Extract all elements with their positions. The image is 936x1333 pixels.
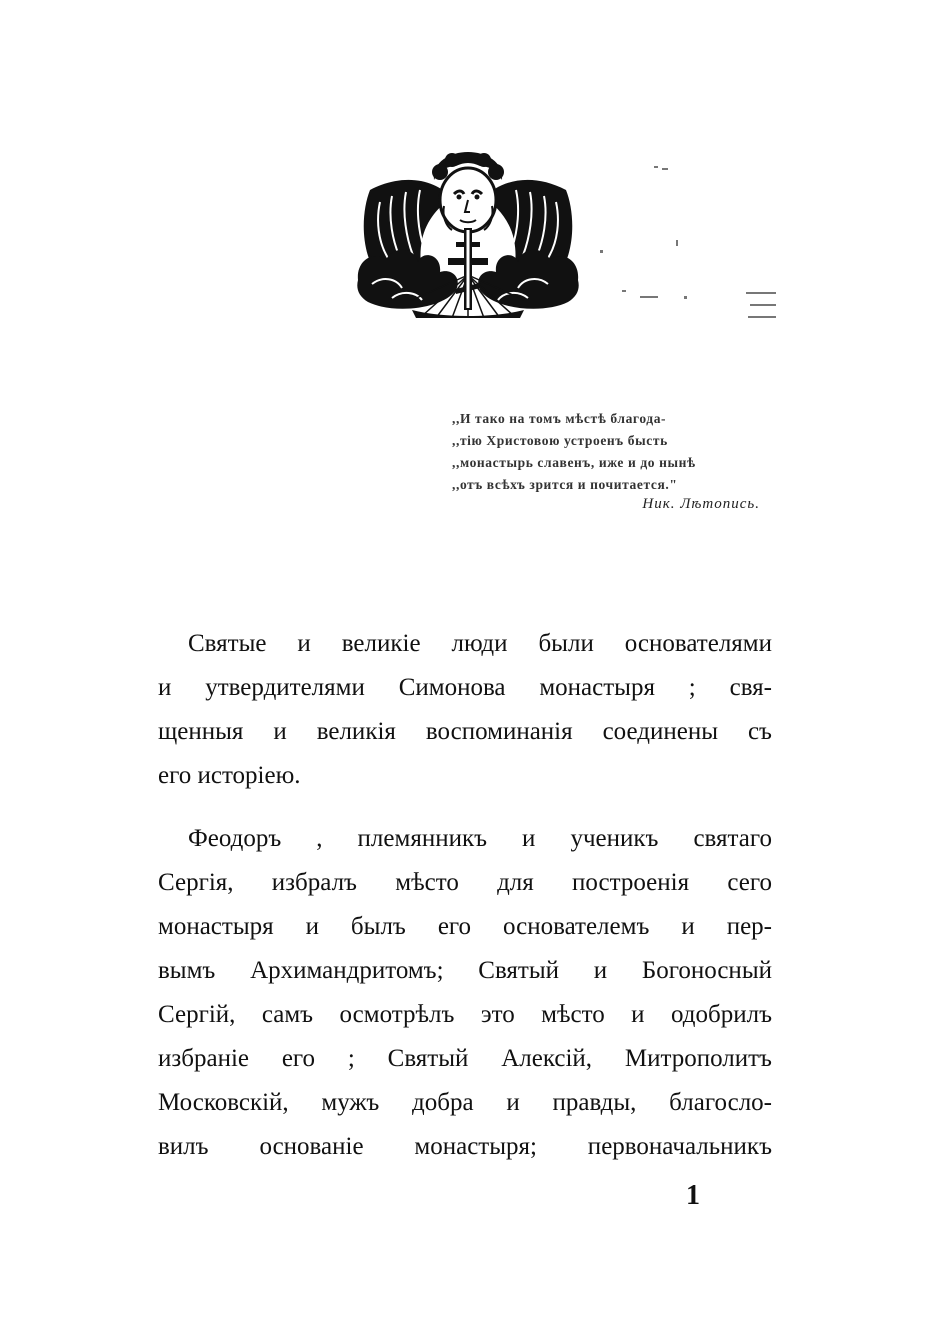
epigraph	[452, 408, 782, 496]
text-line: вилъ основаніе монастыря; первоначальникъ	[158, 1133, 772, 1160]
text-line: Святые и великіе люди были основателями	[188, 630, 772, 657]
text-line: избраніе его ; Святый Алексій, Митрополитъ	[158, 1045, 772, 1072]
epigraph-attribution: Ник. Лѣтопись.	[642, 496, 760, 512]
text-line: вымъ Архимандритомъ; Святый и Богоносный	[158, 957, 772, 984]
text-line: и утвердителями Симонова монастыря ; свя-	[158, 674, 772, 701]
epigraph-line: ,,И тако на томъ мѣстѣ благода-	[452, 411, 667, 426]
epigraph-line: ,,тію Христовою устроенъ бысть	[452, 433, 668, 448]
text-line: Сергія, избралъ мѣсто для построенія сего	[158, 869, 772, 896]
text-line: щенныя и великія воспоминанія соединены съ	[158, 718, 772, 745]
text-line: Сергій, самъ осмотрѣлъ это мѣсто и одобрилъ	[158, 1001, 772, 1028]
epigraph-line: ,,отъ всѣхъ зрится и почитается."	[452, 477, 678, 492]
text-line: его исторіею.	[158, 762, 301, 789]
cherub-vignette-icon	[352, 150, 584, 318]
epigraph-line: ,,монастырь славенъ, иже и до нынѣ	[452, 455, 696, 470]
text-line: Московскій, мужъ добра и правды, благосло-	[158, 1089, 772, 1116]
paragraph-2	[158, 817, 772, 1169]
page-number: 1	[686, 1180, 700, 1211]
text-line: монастыря и былъ его основателемъ и пер-	[158, 913, 772, 940]
paragraph-1	[158, 622, 772, 798]
text-line: Феодоръ , племянникъ и ученикъ святаго	[188, 825, 772, 852]
